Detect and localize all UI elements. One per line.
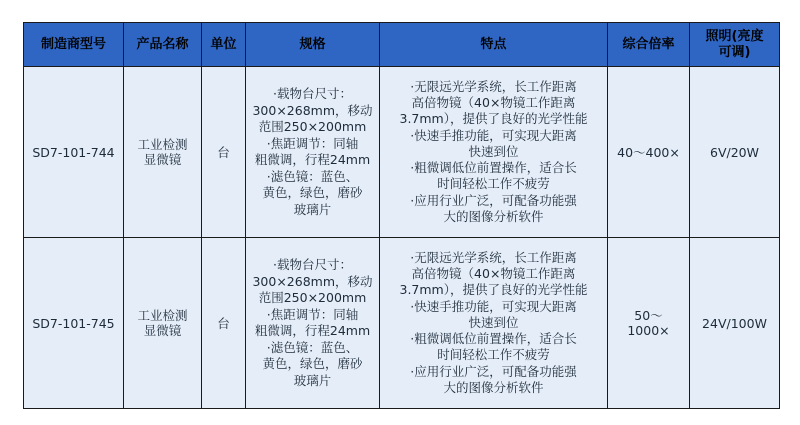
feature-line: 快速到位 xyxy=(468,314,519,330)
product-name-line2: 显微镜 xyxy=(143,323,182,338)
cell-model: SD7-101-744 xyxy=(24,67,124,238)
spec-line: 范围250×200mm xyxy=(258,290,367,305)
cell-lighting: 6V/20W xyxy=(690,67,780,238)
spec-line: 粗微调，行程24mm xyxy=(254,323,371,338)
feature-line: ·无限远光学系统，长工作距离 xyxy=(410,79,577,95)
spec-line: ·滤色镜：蓝色、 xyxy=(266,339,359,355)
spec-line: ·载物台尺寸： xyxy=(273,257,352,272)
cell-lighting: 24V/100W xyxy=(690,238,780,409)
spec-line: 范围250×200mm xyxy=(258,119,367,134)
feature-line: 时间轻松工作不疲劳 xyxy=(437,347,550,363)
cell-magnification xyxy=(608,67,690,238)
spec-line: ·滤色镜：蓝色、 xyxy=(266,168,359,184)
magnification-line2: 1000× xyxy=(627,323,670,338)
product-name-line1: 工业检测 xyxy=(137,308,188,323)
spec-line: 黄色，绿色，磨砂 xyxy=(262,356,363,371)
cell-unit: 台 xyxy=(202,238,246,409)
cell-unit: 台 xyxy=(202,67,246,238)
product-name-line2: 显微镜 xyxy=(143,152,182,167)
feature-line: ·应用行业广泛，可配备功能强 xyxy=(410,363,577,379)
table-row xyxy=(24,67,780,238)
cell-magnification xyxy=(608,238,690,409)
table-row xyxy=(24,238,780,409)
spec-line: ·焦距调节：同轴 xyxy=(266,306,359,322)
spec-line: 黄色，绿色，磨砂 xyxy=(262,185,363,200)
feature-line: ·快速手推功能，可实现大距离 xyxy=(410,127,577,143)
spec-line: ·焦距调节：同轴 xyxy=(266,135,359,151)
header-model: 制造商型号 xyxy=(24,23,124,67)
feature-line: ·无限远光学系统，长工作距离 xyxy=(410,250,577,266)
feature-line: 3.7mm），提供了良好的光学性能 xyxy=(399,282,588,298)
feature-line: ·粗微调低位前置操作，适合长 xyxy=(410,160,577,176)
feature-line: 时间轻松工作不疲劳 xyxy=(437,176,550,192)
header-product-name: 产品名称 xyxy=(124,23,202,67)
feature-line: 快速到位 xyxy=(468,143,519,159)
cell-product-name xyxy=(124,67,202,238)
product-name-line1: 工业检测 xyxy=(137,137,188,152)
header-spec: 规格 xyxy=(246,23,380,67)
cell-features xyxy=(380,238,608,409)
header-lighting-line2: 可调) xyxy=(718,44,751,60)
spec-line: 粗微调，行程24mm xyxy=(254,152,371,167)
header-row xyxy=(24,23,780,67)
cell-spec xyxy=(246,238,380,409)
feature-line: 高倍物镜（40×物镜工作距离 xyxy=(411,266,576,282)
spec-line: 玻璃片 xyxy=(293,201,332,217)
cell-product-name xyxy=(124,238,202,409)
magnification-line1: 50～ xyxy=(634,308,663,323)
feature-line: 大的图像分析软件 xyxy=(443,379,544,395)
spec-line: 300×268mm，移动 xyxy=(252,273,373,289)
product-spec-table xyxy=(23,22,780,409)
product-table-container xyxy=(23,22,779,409)
spec-line: ·载物台尺寸： xyxy=(273,86,352,101)
feature-line: 高倍物镜（40×物镜工作距离 xyxy=(411,95,576,111)
magnification-line1: 40～400× xyxy=(617,144,680,160)
spec-line: 玻璃片 xyxy=(293,372,332,388)
header-lighting xyxy=(690,23,780,67)
spec-line: 300×268mm，移动 xyxy=(252,102,373,118)
cell-spec xyxy=(246,67,380,238)
header-lighting-line1: 照明(亮度 xyxy=(705,28,764,44)
feature-line: ·应用行业广泛，可配备功能强 xyxy=(410,192,577,208)
header-unit: 单位 xyxy=(202,23,246,67)
feature-line: ·粗微调低位前置操作，适合长 xyxy=(410,331,577,347)
header-features: 特点 xyxy=(380,23,608,67)
feature-line: ·快速手推功能，可实现大距离 xyxy=(410,298,577,314)
cell-features xyxy=(380,67,608,238)
feature-line: 大的图像分析软件 xyxy=(443,208,544,224)
cell-model: SD7-101-745 xyxy=(24,238,124,409)
header-magnification: 综合倍率 xyxy=(608,23,690,67)
feature-line: 3.7mm），提供了良好的光学性能 xyxy=(399,111,588,127)
